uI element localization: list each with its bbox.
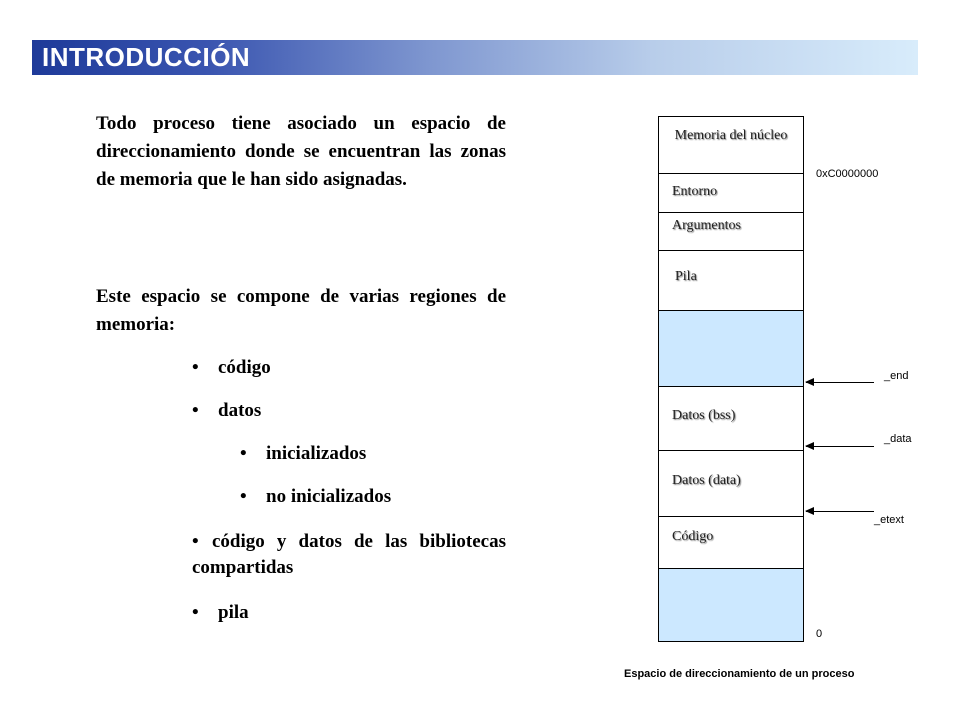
segment-label: Entorno [672,184,718,199]
segment-label: Pila [675,269,697,284]
segment-argumentos [659,213,803,251]
label-data: _data [884,433,912,445]
segment-kernel [659,117,803,174]
segment-data [659,451,803,517]
bullet-label: datos [218,400,262,421]
bullet-dot: • [240,443,247,464]
segment-entorno [659,174,803,213]
bullet-label: no inicializados [266,486,392,507]
diagram-caption: Espacio de direccionamiento de un proceso [624,668,855,680]
bullet-dot: • [192,400,199,421]
segment-label: Datos (bss) [672,408,736,423]
page-title: INTRODUCCIÓN [42,42,251,72]
segment-bottom-region [659,569,803,641]
segment-label: Código [672,529,714,544]
bullet-label: inicializados [266,443,367,464]
arrow-etext [806,511,874,512]
bullet-bibliotecas [192,529,506,581]
bullet-dot: • [192,357,199,378]
bullet-dot: • [240,486,247,507]
segment-codigo [659,517,803,569]
segment-bss [659,387,803,451]
segment-free-gap [659,311,803,387]
bullet-label: código y datos de las bibliotecas compartidas [192,531,506,578]
label-end: _end [884,370,909,382]
bullet-codigo [192,355,271,381]
intro-paragraph: Todo proceso tiene asociado un espacio de direccionamiento donde se encuentran las zonas de memoria que le han sido asignadas. [96,113,506,190]
title-bar [32,40,918,75]
regions-paragraph: Este espacio se compone de varias regiones de memoria: [96,286,506,335]
address-top: 0xC0000000 [816,168,879,180]
label-etext: _etext [874,514,904,526]
address-bottom: 0 [816,628,823,640]
memory-map [658,116,804,642]
bullet-datos [192,398,261,424]
segment-pila [659,251,803,311]
bullet-dot: • [192,602,199,623]
arrow-data [806,446,874,447]
segment-label: Memoria del núcleo [674,128,788,143]
bullet-pila [192,600,249,626]
segment-label: Argumentos [672,218,741,233]
bullet-no-inicializados [240,484,391,510]
bullet-label: código [218,357,271,378]
segment-label: Datos (data) [672,473,741,488]
bullet-label: pila [218,602,249,623]
bullet-inicializados [240,441,366,467]
bullet-dot: • [192,531,199,552]
arrow-end [806,382,874,383]
